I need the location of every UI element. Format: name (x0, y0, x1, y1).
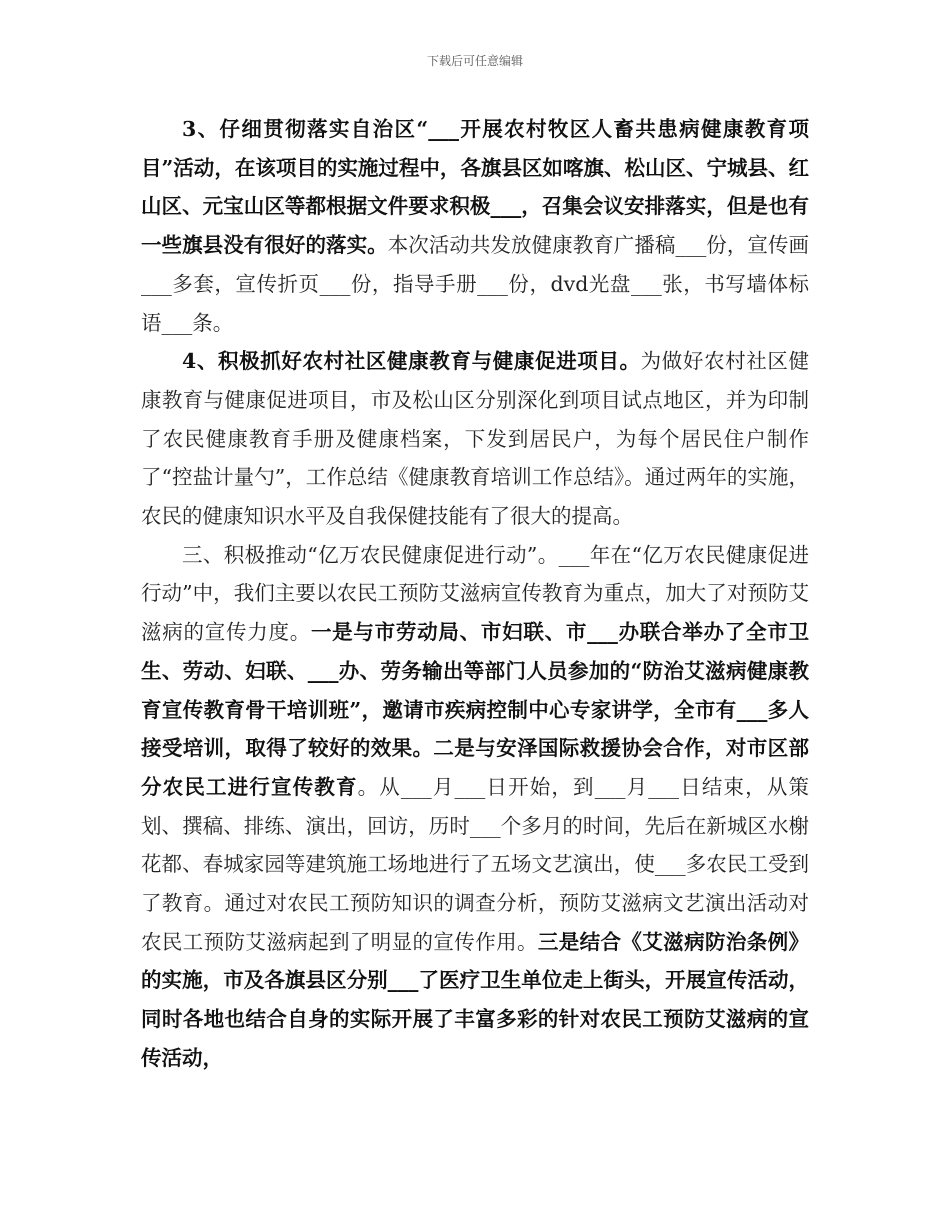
paragraph-3 (141, 110, 809, 342)
paragraph-4 (141, 342, 809, 536)
section-three-body: 。从___月___日开始，到___月___日结束，从策划、撰稿、排练、演出，回访，历时___个多月的时间，先后在新城区水榭花都、春城家园等建筑施工场地进行了五场文艺演出，使___多农民工受到了教育。通过对农民工预防知识的调查分析，预防艾滋病文艺演出活动对农民工预防艾滋病起到了明显的宣传作用。 (141, 774, 810, 954)
page-header: 下载后可任意编辑 (426, 54, 523, 68)
paragraph-4-body: 为做好农村社区健康教育与健康促进项目，市及松山区分别深化到项目试点地区，并为印制了农民健康教育手册及健康档案，下发到居民户，为每个居民住户制作了“控盐计量勺”，工作总结《健康教育培训工作总结》。通过两年的实施，农民的健康知识水平及自我保健技能有了很大的提高。 (141, 349, 810, 529)
paragraph-3-body: 本次活动共发放健康教育广播稿___份，宣传画___多套，宣传折页___份，指导手册___份，dvd光盘___张，书写墙体标语___条。 (141, 233, 810, 335)
section-three-intro: 三、积极推动“亿万农民健康促进行动”。___年在“亿万农民健康促进行动”中，我们主要以农民工预防艾滋病宣传教育为重点，加大了对预防艾滋病的宣传力度。 (141, 542, 809, 645)
paragraph-3-bold-lead: 3、仔细贯彻落实自治区“___开展农村牧区人畜共患病健康教育项目”活动，在该项目的实施过程中，各旗县区如喀旗、松山区、宁城县、红山区、元宝山区等都根据文件要求积极___，召集会议安排落实，但是也有一些旗县没有很好的落实。 (141, 117, 809, 258)
section-three-paragraph (141, 536, 809, 1078)
section-three-bold-1: 一是与市劳动局、市妇联、市___办联合举办了全市卫生、劳动、妇联、___办、劳务输出等部门人员参加的“防治艾滋病健康教育宣传教育骨干培训班”，邀请市疾病控制中心专家讲学，全市有___多人接受培训，取得了较好的效果。二是与安泽国际救援协会合作，对市区部分农民工进行宣传教育 (141, 620, 810, 799)
paragraph-4-bold-lead: 4、积极抓好农村社区健康教育与健康促进项目。 (182, 349, 641, 374)
section-three-bold-2: 三是结合《艾滋病防治条例》的实施，市及各旗县区分别___了医疗卫生单位走上街头，开展宣传活动，同时各地也结合自身的实际开展了丰富多彩的针对农民工预防艾滋病的宣传活动， (141, 929, 810, 1070)
document-body (141, 110, 809, 1078)
